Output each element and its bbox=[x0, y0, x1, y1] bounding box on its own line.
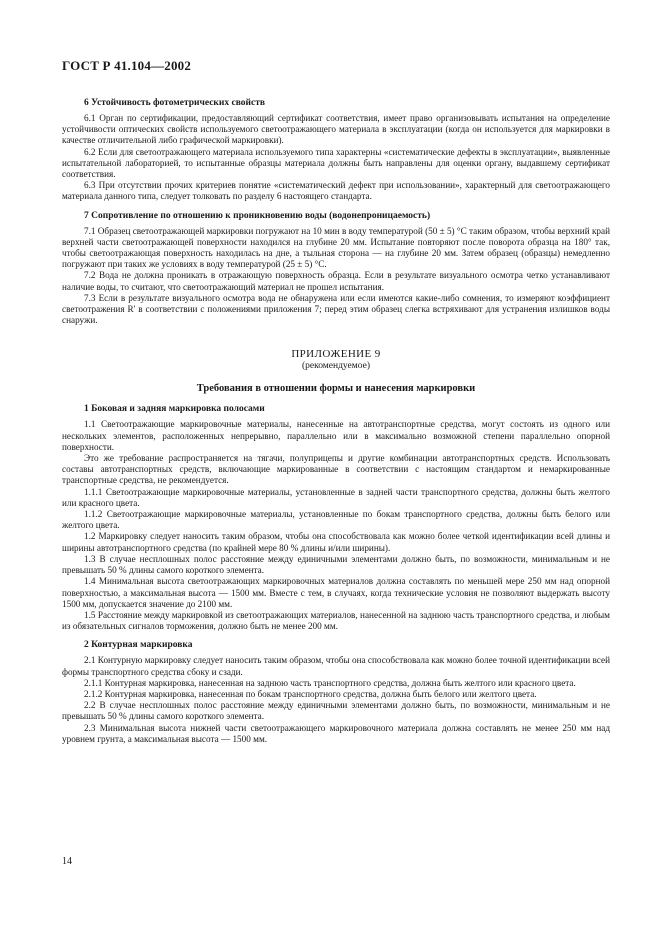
section-title: 7 Сопротивление по отношению к проникновению воды (водонепроницаемость) bbox=[84, 210, 431, 221]
section-7 bbox=[62, 211, 610, 327]
annex-section-1 bbox=[62, 404, 610, 632]
annex-header bbox=[62, 348, 610, 394]
paragraph: 6.1 Орган по сертификации, предоставляющий сертификат соответствия, имеет право организовывать испытания на определение устойчивости оптических свойств используемого светоотражающего материала в эксплуатации (когда он используется для маркировки в качестве отличительной либо графической маркировки). bbox=[62, 113, 610, 146]
paragraph: 2.2 В случае несплошных полос расстояние между единичными элементами должно быть, по возможности, минимальным и не превышать 50 % длины самого короткого элемента. bbox=[62, 700, 610, 722]
page-number: 14 bbox=[62, 856, 72, 867]
annex-heading: Требования в отношении формы и нанесения маркировки bbox=[196, 383, 476, 395]
document-code: ГОСТ Р 41.104—2002 bbox=[62, 58, 192, 73]
section-title: 1 Боковая и задняя маркировка полосами bbox=[84, 404, 265, 415]
paragraph: 1.3 В случае несплошных полос расстояние между единичными элементами должно быть, по возможности, минимальным и не превышать 50 % длины самого короткого элемента. bbox=[62, 553, 610, 576]
paragraph: 7.3 Если в результате визуального осмотра вода не обнаружена или если имеются какие-либо сомнения, то измеряют коэффициент светоотражения R' в соответствии с положениями приложения 7; перед этим образец слегка встряхивают для устранения излишков воды снаружи. bbox=[62, 292, 610, 326]
paragraph: 1.1 Светоотражающие маркировочные материалы, нанесенные на автотранспортные средства, могут состоять из одного или нескольких элементов, расположенных непрерывно, параллельно или в максимально возможной степени параллельно опорной поверхности. bbox=[62, 419, 610, 452]
paragraph: 2.3 Минимальная высота нижней части светоотражающего маркировочного материала должна составлять не менее 250 мм над уровнем грунта, а максимальная высота — 1500 мм. bbox=[62, 722, 610, 744]
document-page bbox=[62, 58, 610, 745]
paragraph: 1.2 Маркировку следует наносить таким образом, чтобы она способствовала как можно более четкой идентификации всей длины и ширины автотранспортного средства (по крайней мере 80 % длины и/или ширины). bbox=[62, 531, 610, 553]
section-title: 2 Контурная маркировка bbox=[84, 640, 193, 651]
paragraph: 6.2 Если для светоотражающего материала используемого типа характерны «систематические дефекты в эксплуатации», выявленные испытательной лабораторией, то испытанные образцы материала должны быть направлены для оценки органу, выдавшему сертификат соответствия. bbox=[62, 146, 610, 180]
section-title: 6 Устойчивость фотометрических свойств bbox=[84, 98, 266, 108]
paragraph: Это же требование распространяется на тягачи, полуприцепы и другие комбинации автотранспортных средств. Использовать составы автотранспортных средств, включающие маркированные в соответствии с настоящим стандартом и немаркированные транспортные средства, не рекомендуется. bbox=[62, 453, 610, 486]
paragraph: 7.1 Образец светоотражающей маркировки погружают на 10 мин в воду температурой (50 ± 5) °С таким образом, чтобы верхний край верхней части светоотражающей поверхности находился на глубине 20 мм. Испытание повторяют после поворота образца на 180° так, чтобы светоотражающая поверхность находилась на дне, а тыльная сторона — на глубине 20 мм. Затем образец (образцы) немедленно погружают при таких же условиях в воду температурой (25 ± 5) °С. bbox=[62, 225, 610, 270]
paragraph: 1.1.2 Светоотражающие маркировочные материалы, установленные по бокам транспортного средства, должны быть белого или желтого цвета. bbox=[62, 509, 610, 531]
annex-section-2 bbox=[62, 640, 610, 745]
paragraph: 1.1.1 Светоотражающие маркировочные материалы, установленные в задней части транспортного средства, должны быть желтого или красного цвета. bbox=[62, 486, 610, 508]
paragraph: 2.1.1 Контурная маркировка, нанесенная на заднюю часть транспортного средства, должна быть желтого или красного цвета. bbox=[84, 677, 576, 688]
paragraph: 6.3 При отсутствии прочих критериев понятие «систематический дефект при использовании», характерный для светоотражающего материала данного типа, следует толковать по разделу 6 настоящего стандарта. bbox=[62, 180, 610, 202]
paragraph: 2.1.2 Контурная маркировка, нанесенная по бокам транспортного средства, должна быть белого или желтого цвета. bbox=[84, 688, 537, 699]
paragraph: 7.2 Вода не должна проникать в отражающую поверхность образца. Если в результате визуального осмотра четко устанавливают наличие воды, то считают, что светоотражающий материал не прошел испытания. bbox=[62, 270, 610, 292]
annex-status: (рекомендуемое) bbox=[301, 361, 371, 372]
annex-title: ПРИЛОЖЕНИЕ 9 bbox=[291, 348, 381, 361]
section-6 bbox=[62, 98, 610, 203]
paragraph: 1.5 Расстояние между маркировкой из светоотражающих материалов, нанесенной на заднюю часть транспортного средства, и любым из обязательных сигналов торможения, должно быть не менее 200 мм. bbox=[62, 609, 610, 632]
paragraph: 1.4 Минимальная высота светоотражающих маркировочных материалов должна составлять по меньшей мере 250 мм над опорной поверхностью, а максимальная высота — 1500 мм. Вместе с тем, в случаях, когда технические условия не позволяют выдержать высоту 1500 мм, допускается значение до 2100 мм. bbox=[62, 576, 610, 609]
paragraph: 2.1 Контурную маркировку следует наносить таким образом, чтобы она способствовала как можно более точной идентификации всей формы транспортного средства сбоку и сзади. bbox=[62, 655, 610, 677]
